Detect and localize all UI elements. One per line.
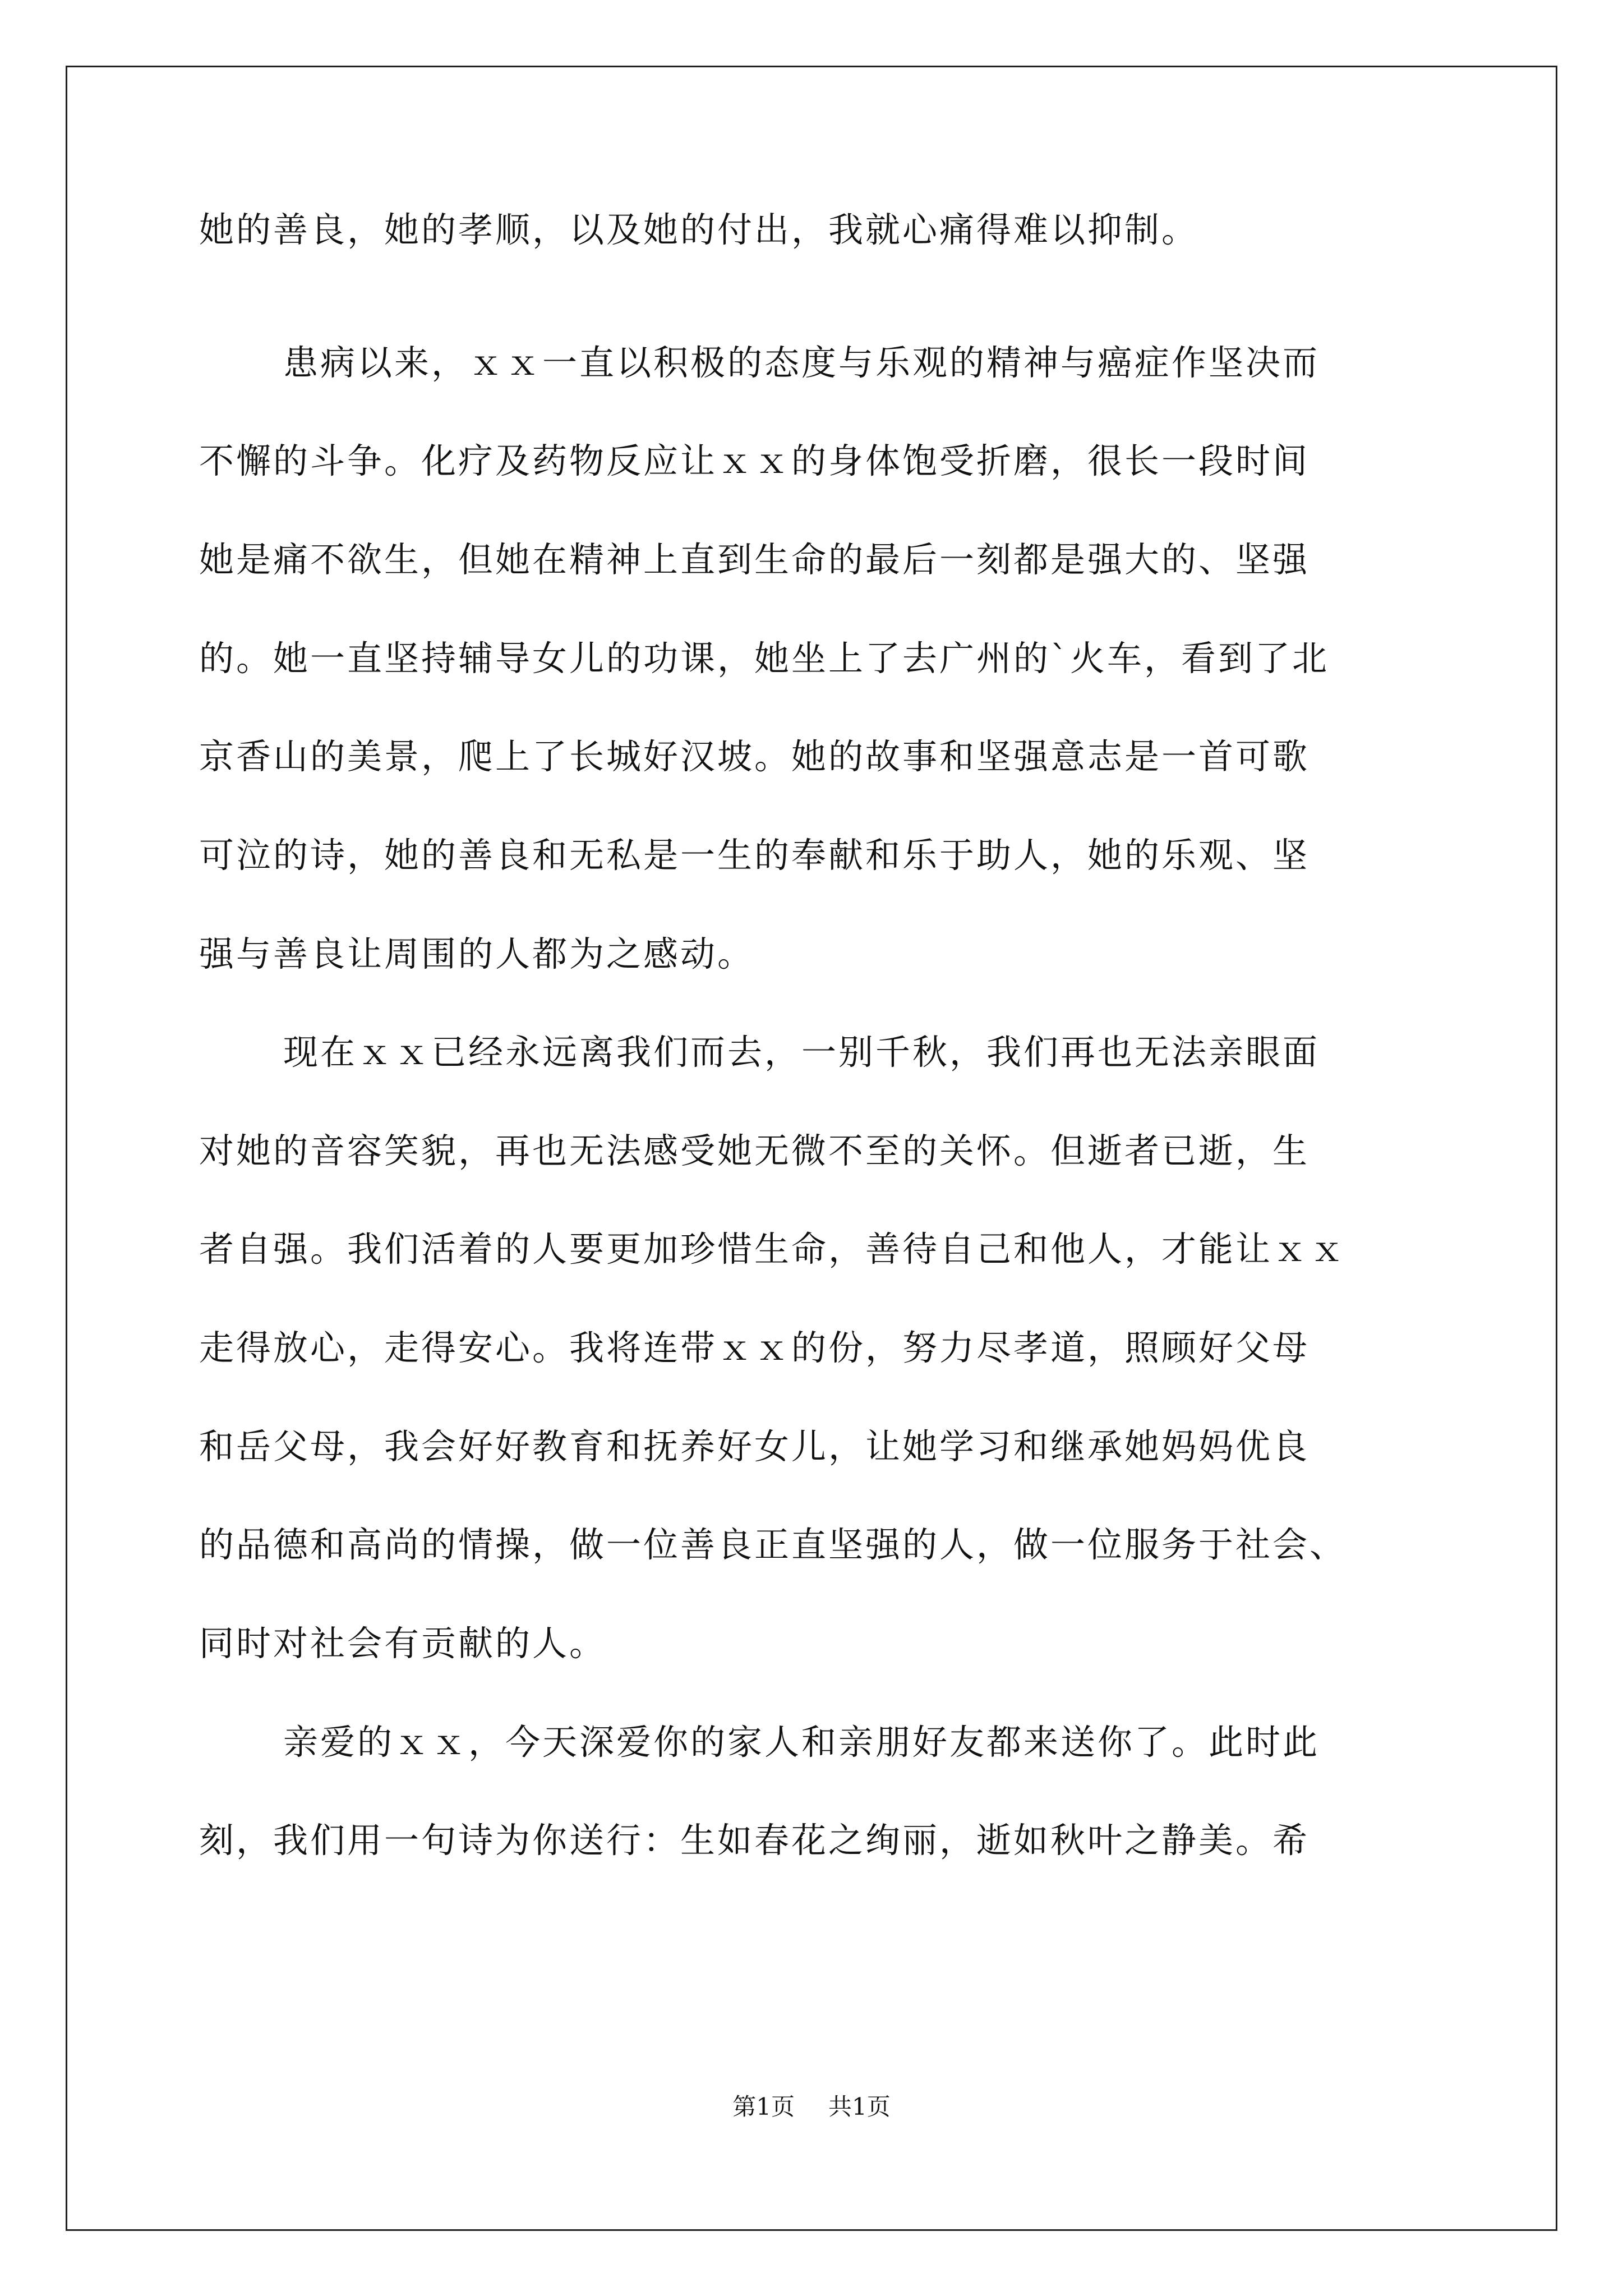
paragraph-2-line-2: 不懈的斗争。化疗及药物反应让ｘｘ的身体饱受折磨，很长一段时间 bbox=[199, 440, 1310, 481]
paragraph-3-line-5: 和岳父母，我会好好教育和抚养好女儿，让她学习和继承她妈妈优良 bbox=[199, 1426, 1310, 1467]
page-number: 第1页 bbox=[732, 2093, 795, 2120]
paragraph-4-line-2: 刻，我们用一句诗为你送行：生如春花之绚丽，逝如秋叶之静美。希 bbox=[199, 1820, 1310, 1861]
paragraph-3-line-7: 同时对社会有贡献的人。 bbox=[199, 1623, 607, 1664]
paragraph-2-line-3: 她是痛不欲生，但她在精神上直到生命的最后一刻都是强大的、坚强 bbox=[199, 539, 1310, 580]
paragraph-2-line-4: 的。她一直坚持辅导女儿的功课，她坐上了去广州的`火车，看到了北 bbox=[199, 638, 1330, 679]
paragraph-3-line-3: 者自强。我们活着的人要更加珍惜生命，善待自己和他人，才能让ｘｘ bbox=[199, 1228, 1347, 1269]
paragraph-3-line-2: 对她的音容笑貌，再也无法感受她无微不至的关怀。但逝者已逝，生 bbox=[199, 1130, 1310, 1171]
page-footer bbox=[0, 2091, 1623, 2123]
paragraph-2-line-7: 强与善良让周围的人都为之感动。 bbox=[199, 933, 755, 974]
paragraph-2-line-1: 患病以来，ｘｘ一直以积极的态度与乐观的精神与癌症作坚决而 bbox=[283, 342, 1320, 383]
paragraph-1-line-1: 她的善良，她的孝顺，以及她的付出，我就心痛得难以抑制。 bbox=[199, 209, 1199, 250]
paragraph-3-line-6: 的品德和高尚的情操，做一位善良正直坚强的人，做一位服务于社会、 bbox=[199, 1524, 1347, 1565]
paragraph-3-line-1: 现在ｘｘ已经永远离我们而去，一别千秋，我们再也无法亲眼面 bbox=[283, 1032, 1320, 1073]
paragraph-2-line-6: 可泣的诗，她的善良和无私是一生的奉献和乐于助人，她的乐观、坚 bbox=[199, 835, 1310, 876]
paragraph-3-line-4: 走得放心，走得安心。我将连带ｘｘ的份，努力尽孝道，照顾好父母 bbox=[199, 1327, 1310, 1368]
paragraph-4-line-1: 亲爱的ｘｘ，今天深爱你的家人和亲朋好友都来送你了。此时此 bbox=[283, 1722, 1320, 1763]
paragraph-2-line-5: 京香山的美景，爬上了长城好汉坡。她的故事和坚强意志是一首可歌 bbox=[199, 736, 1310, 777]
page-total: 共1页 bbox=[828, 2093, 891, 2120]
